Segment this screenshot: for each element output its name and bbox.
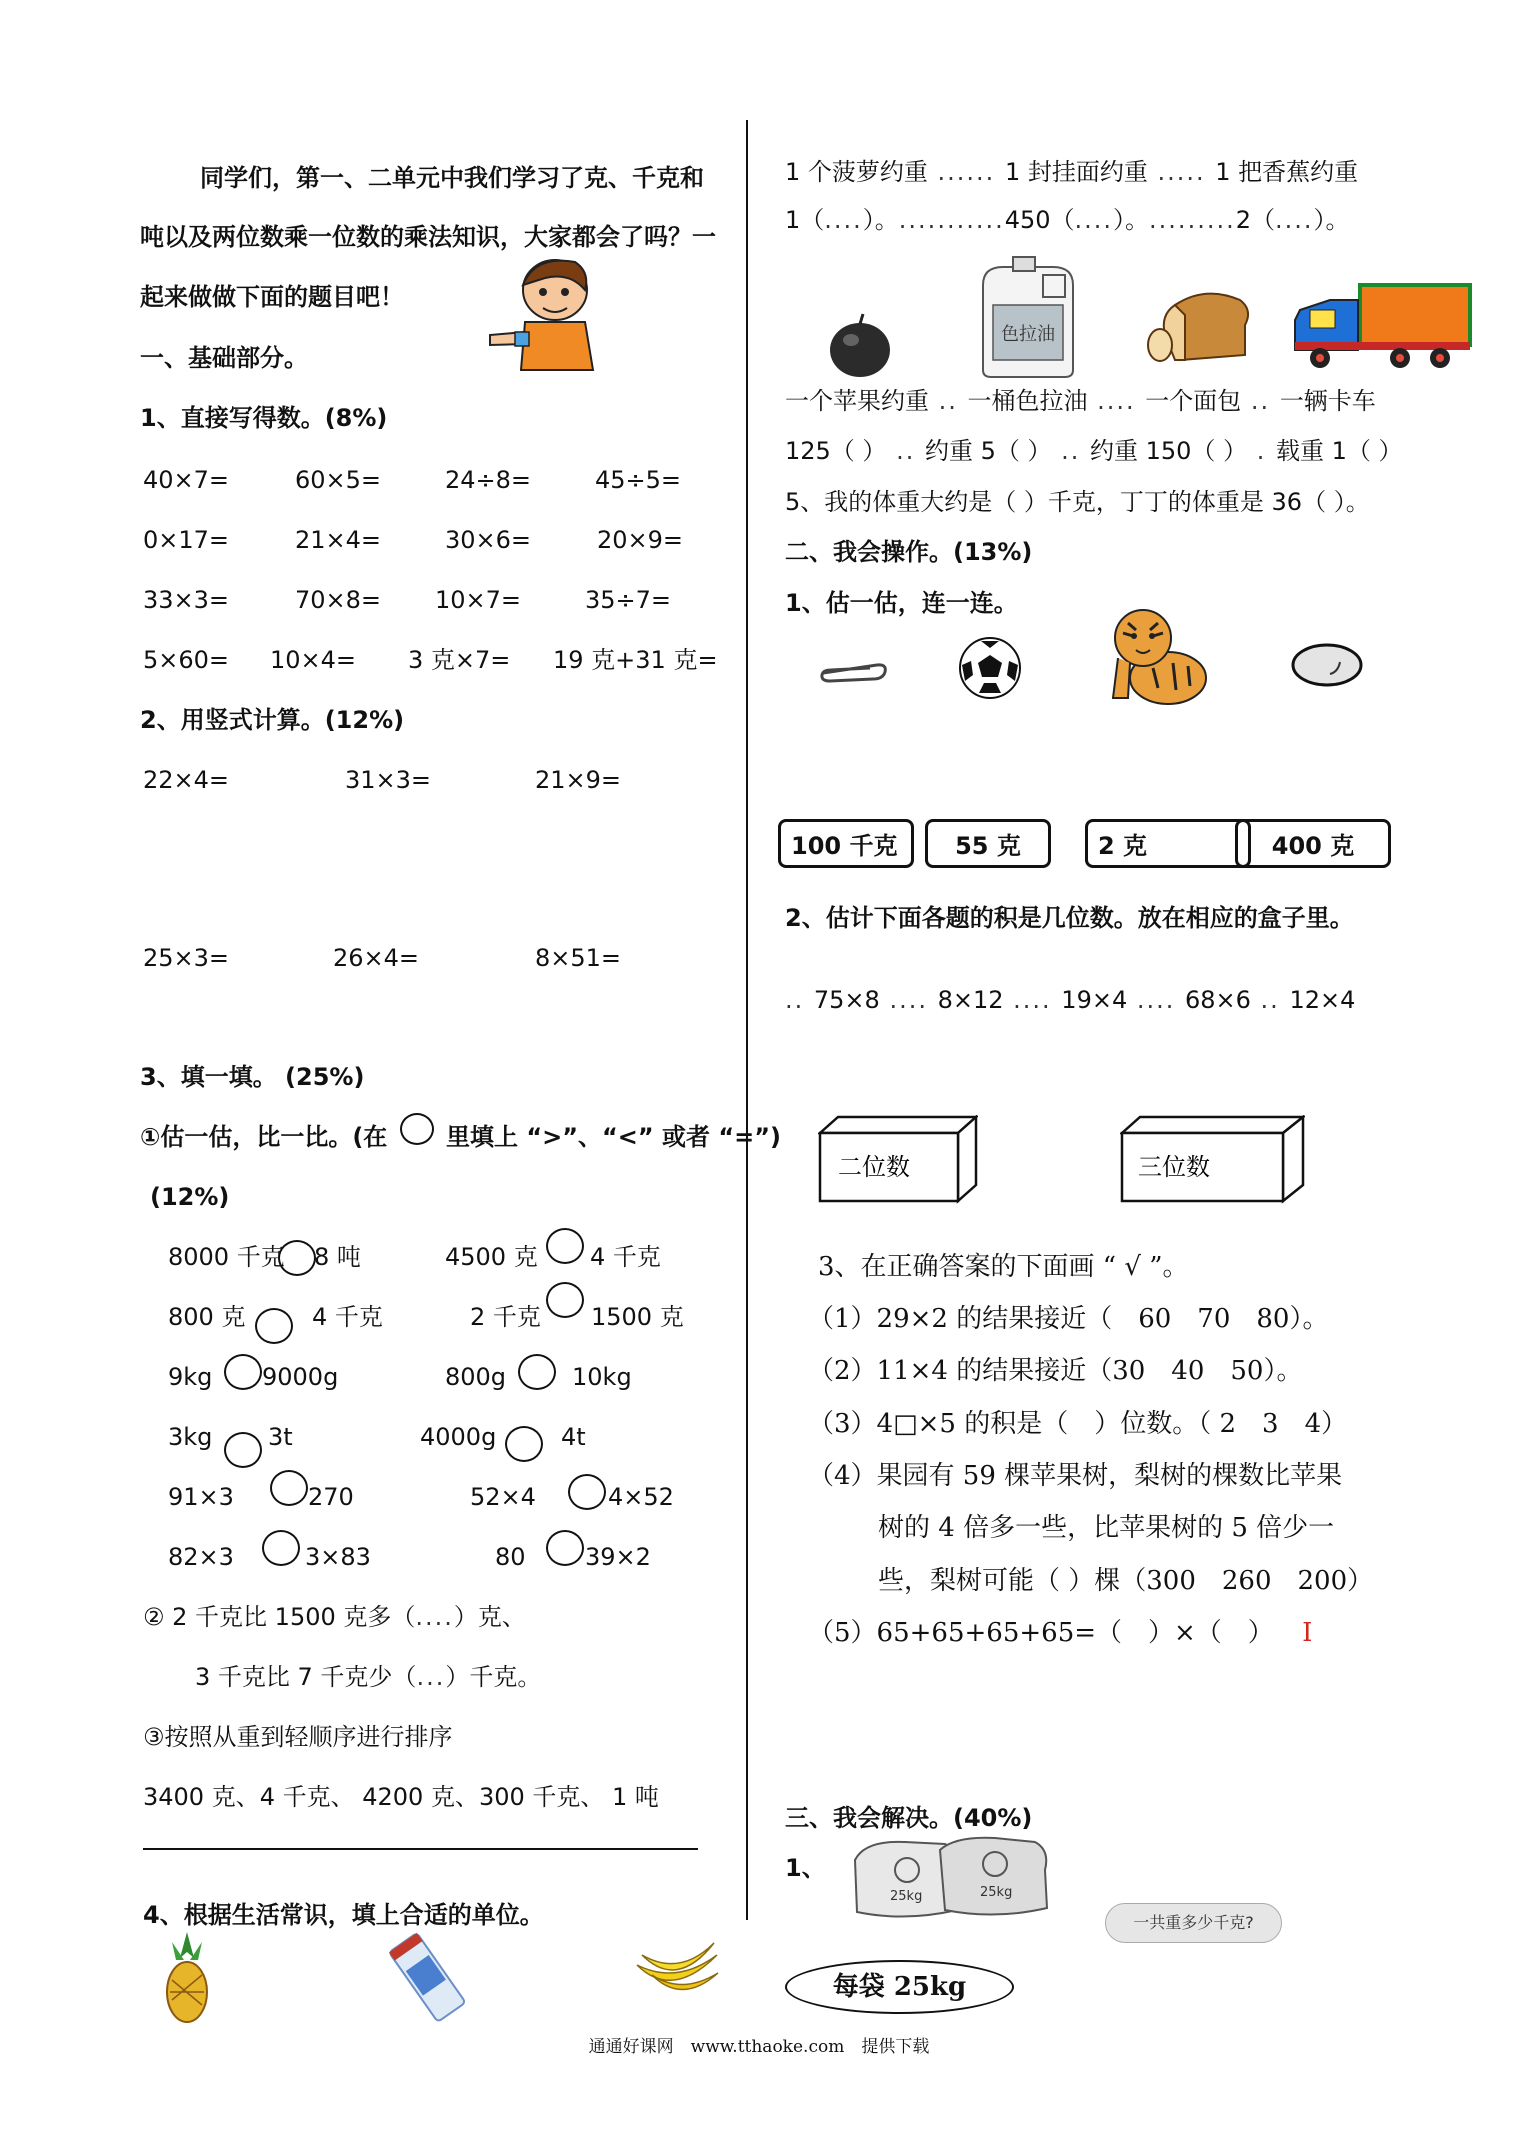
compare-right: 4 千克	[312, 1303, 383, 1331]
operate-2-title: 2、估计下面各题的积是几位数。放在相应的盒子里。	[785, 904, 1354, 932]
section-3-title: 三、我会解决。(40%)	[785, 1804, 1033, 1832]
q3-part3-title: ③按照从重到轻顺序进行排序	[143, 1723, 453, 1751]
estimate-item: 12×4	[1289, 986, 1356, 1014]
compare-blank-circle[interactable]	[224, 1432, 262, 1468]
compare-right: 10kg	[572, 1363, 632, 1391]
box-label: 三位数	[1138, 1153, 1210, 1181]
q1-item: 5×60=	[143, 646, 230, 674]
compare-right: 4t	[561, 1423, 586, 1451]
compare-blank-circle[interactable]	[270, 1470, 308, 1506]
section-2-title: 二、我会操作。(13%)	[785, 538, 1033, 566]
q3-part2-line2: 3 千克比 7 千克少（...）千克。	[195, 1663, 542, 1691]
q1-item: 24÷8=	[445, 466, 532, 494]
two-digit-box[interactable]	[818, 1115, 978, 1205]
fruit-line-2: 1（....）。...........450（....）。.........2（....）。	[785, 206, 1350, 234]
operate-1-title: 1、估一估，连一连。	[785, 589, 1018, 617]
operate-2-items: .. 75×8 .... 8×12 .... 19×4 .... 68×6 .. 12×4	[785, 986, 1356, 1014]
q1-item: 3 克×7=	[408, 646, 511, 674]
fruit-label: 1 把香蕉约重	[1215, 158, 1359, 186]
q1-item: 35÷7=	[585, 586, 672, 614]
q3-title: 3、填一填。 (25%)	[140, 1063, 365, 1091]
q3-part2-line2-end: ）千克。	[445, 1663, 542, 1691]
compare-right: 9000g	[262, 1363, 339, 1391]
q2-item: 8×51=	[535, 944, 622, 972]
estimate-item: 68×6	[1185, 986, 1251, 1014]
intro-line-1: 同学们，第一、二单元中我们学习了克、千克和	[200, 164, 704, 192]
q3-part1-percent: (12%)	[150, 1183, 230, 1211]
q3-part1-prefix: ①估一估，比一比。(在	[140, 1123, 388, 1151]
compare-left: 91×3	[168, 1483, 234, 1511]
solve-1-label: 1、	[785, 1854, 826, 1882]
object-blank: 125（ ）	[785, 437, 887, 465]
compare-blank-circle[interactable]	[546, 1282, 584, 1318]
q1-item: 10×7=	[435, 586, 522, 614]
apple-icon	[825, 310, 895, 380]
compare-right: 4×52	[608, 1483, 674, 1511]
compare-left: 9kg	[168, 1363, 213, 1391]
q3-part1-suffix: 里填上 “>”、“<” 或者 “=”)	[446, 1123, 782, 1151]
q3-part2-line1: ② 2 千克比 1500 克多（....）克、	[143, 1603, 526, 1631]
compare-right: 4 千克	[590, 1243, 661, 1271]
compare-blank-circle[interactable]	[568, 1474, 606, 1510]
fruit-blank: ）。	[1113, 206, 1150, 234]
per-bag-label: 每袋 25kg	[785, 1960, 1014, 2014]
q1-item: 10×4=	[270, 646, 357, 674]
fruit-label: 1 封挂面约重	[1004, 158, 1148, 186]
q2-title: 2、用竖式计算。(12%)	[140, 706, 405, 734]
q1-item: 21×4=	[295, 526, 382, 554]
compare-blank-circle[interactable]	[278, 1240, 316, 1276]
q4-title: 4、根据生活常识，填上合适的单位。	[143, 1901, 544, 1929]
operate-3-item-5	[808, 1618, 1312, 1648]
compare-blank-circle[interactable]	[546, 1228, 584, 1264]
compare-left: 800g	[445, 1363, 507, 1391]
compare-blank-circle[interactable]	[255, 1308, 293, 1344]
bag-label: 25kg	[890, 1889, 923, 1904]
compare-right: 39×2	[585, 1543, 651, 1571]
egg-icon	[1290, 640, 1365, 690]
q3-part1-text	[140, 1122, 781, 1152]
weight-box-400g[interactable]: 400 克	[1235, 819, 1391, 868]
compare-right: 270	[308, 1483, 354, 1511]
weight-box-100kg[interactable]: 100 千克	[778, 819, 914, 868]
q3-part2-line2-text: 3 千克比 7 千克少（	[195, 1663, 417, 1691]
object-label: 一个苹果约重	[785, 387, 929, 415]
q1-item: 30×6=	[445, 526, 532, 554]
fruit-blank: 2（	[1235, 206, 1275, 234]
banana-icon	[632, 1935, 722, 2005]
q1-item: 0×17=	[143, 526, 230, 554]
q2-item: 25×3=	[143, 944, 230, 972]
weight-box-2g[interactable]: 2 克	[1085, 819, 1251, 868]
object-label: 一个面包	[1145, 387, 1242, 415]
compare-left: 82×3	[168, 1543, 234, 1571]
weight-box-55g[interactable]: 55 克	[925, 819, 1051, 868]
compare-blank-circle[interactable]	[262, 1530, 300, 1566]
operate-3-item-2: （2）11×4 的结果接近（30 40 50）。	[808, 1356, 1303, 1386]
operate-3-item-5-text: （5）65+65+65+65=（ ）×（ ）	[808, 1618, 1274, 1648]
object-blank: 约重 5（ ）	[924, 437, 1052, 465]
intro-line-3: 起来做做下面的题目吧！	[140, 283, 404, 311]
bag-label: 25kg	[980, 1885, 1013, 1900]
fruit-blank: 1（	[785, 206, 825, 234]
pineapple-icon	[162, 1930, 212, 2025]
compare-right: 1500 克	[591, 1303, 684, 1331]
compare-blank-circle[interactable]	[505, 1426, 543, 1462]
operate-3-item-4-cont: 树的 4 倍多一些，比苹果树的 5 倍少一	[878, 1513, 1335, 1543]
object-blank: 载重 1（ ）	[1275, 437, 1403, 465]
compare-circle-icon	[400, 1113, 434, 1145]
fruit-blank: 450（	[1004, 206, 1075, 234]
compare-left: 80	[495, 1543, 526, 1571]
rice-bags-icon	[845, 1830, 1055, 1925]
tiger-icon	[1098, 598, 1208, 708]
intro-line-2: 吨以及两位数乘一位数的乘法知识，大家都会了吗？一	[140, 223, 716, 251]
object-line-1: 一个苹果约重 .. 一桶色拉油 .... 一个面包 .. 一辆卡车	[785, 387, 1376, 415]
fruit-line-1: 1 个菠萝约重 ...... 1 封挂面约重 ..... 1 把香蕉约重	[785, 158, 1359, 186]
q1-item: 45÷5=	[595, 466, 682, 494]
q1-title: 1、直接写得数。(8%)	[140, 404, 388, 432]
q1-item: 33×3=	[143, 586, 230, 614]
estimate-item: 75×8	[813, 986, 880, 1014]
fruit-label: 1 个菠萝约重	[785, 158, 928, 186]
q1-item: 40×7=	[143, 466, 230, 494]
q2-item: 22×4=	[143, 766, 230, 794]
operate-3-title: 3、在正确答案的下面画 “ √ ”。	[818, 1252, 1189, 1282]
object-line-2: 125（ ） .. 约重 5（ ） .. 约重 150（ ） . 载重 1（ ）	[785, 437, 1403, 465]
boy-cartoon-image	[485, 250, 615, 375]
object-label: 一辆卡车	[1279, 387, 1376, 415]
compare-right: 3t	[268, 1423, 293, 1451]
truck-icon	[1290, 280, 1475, 370]
compare-left: 2 千克	[470, 1303, 541, 1331]
compare-left: 52×4	[470, 1483, 536, 1511]
compare-blank-circle[interactable]	[224, 1354, 262, 1390]
bread-icon	[1145, 285, 1255, 365]
q3-part2-line1-end: ）克、	[453, 1603, 526, 1631]
q2-item: 31×3=	[345, 766, 432, 794]
q1-item: 70×8=	[295, 586, 382, 614]
q5-text: 5、我的体重大约是（ ）千克，丁丁的体重是 36（ ）。	[785, 488, 1370, 516]
operate-3-item-3: （3）4□×5 的积是（ ）位数。（ 2 3 4）	[808, 1409, 1348, 1439]
q3-part3-items: 3400 克、4 千克、 4200 克、300 千克、 1 吨	[143, 1783, 659, 1811]
three-digit-box[interactable]	[1120, 1115, 1305, 1205]
oil-jug-icon	[973, 255, 1083, 380]
fruit-blank: ）。	[862, 206, 899, 234]
section-1-title: 一、基础部分。	[140, 344, 308, 372]
compare-left: 8000 千克	[168, 1243, 285, 1271]
text-cursor-mark: I	[1302, 1618, 1313, 1648]
operate-3-item-4-cont2: 些，梨树可能（ ）棵（300 260 200）	[878, 1566, 1374, 1596]
compare-left: 4000g	[420, 1423, 497, 1451]
fruit-blank: ）。	[1313, 206, 1350, 234]
estimate-item: 8×12	[937, 986, 1004, 1014]
column-divider	[746, 120, 748, 1920]
compare-right: 8 吨	[314, 1243, 361, 1271]
noodle-pack-icon	[380, 1930, 475, 2025]
oil-label: 色拉油	[1001, 324, 1055, 345]
object-label: 一桶色拉油	[967, 387, 1088, 415]
compare-left: 4500 克	[445, 1243, 538, 1271]
footer-credit: 通通好课网 www.tthaoke.com 提供下载	[588, 2037, 930, 2057]
object-blank: 约重 150（ ）	[1090, 437, 1248, 465]
operate-3-item-4: （4）果园有 59 棵苹果树，梨树的棵数比苹果	[808, 1461, 1343, 1491]
compare-left: 3kg	[168, 1423, 213, 1451]
operate-3-item-1: （1）29×2 的结果接近（ 60 70 80）。	[808, 1304, 1329, 1334]
q3-part2-line1-text: ② 2 千克比 1500 克多（	[143, 1603, 416, 1631]
compare-left: 800 克	[168, 1303, 246, 1331]
compare-right: 3×83	[305, 1543, 371, 1571]
q2-item: 26×4=	[333, 944, 420, 972]
q1-item: 19 克+31 克=	[553, 646, 718, 674]
q1-item: 60×5=	[295, 466, 382, 494]
box-label: 二位数	[838, 1153, 910, 1181]
q2-item: 21×9=	[535, 766, 622, 794]
paperclip-icon	[815, 655, 890, 685]
answer-line	[143, 1848, 698, 1850]
soccer-ball-icon	[957, 635, 1023, 701]
compare-blank-circle[interactable]	[518, 1354, 556, 1390]
estimate-item: 19×4	[1061, 986, 1128, 1014]
compare-blank-circle[interactable]	[546, 1530, 584, 1566]
question-bubble: 一共重多少千克?	[1105, 1903, 1282, 1943]
q1-item: 20×9=	[597, 526, 684, 554]
